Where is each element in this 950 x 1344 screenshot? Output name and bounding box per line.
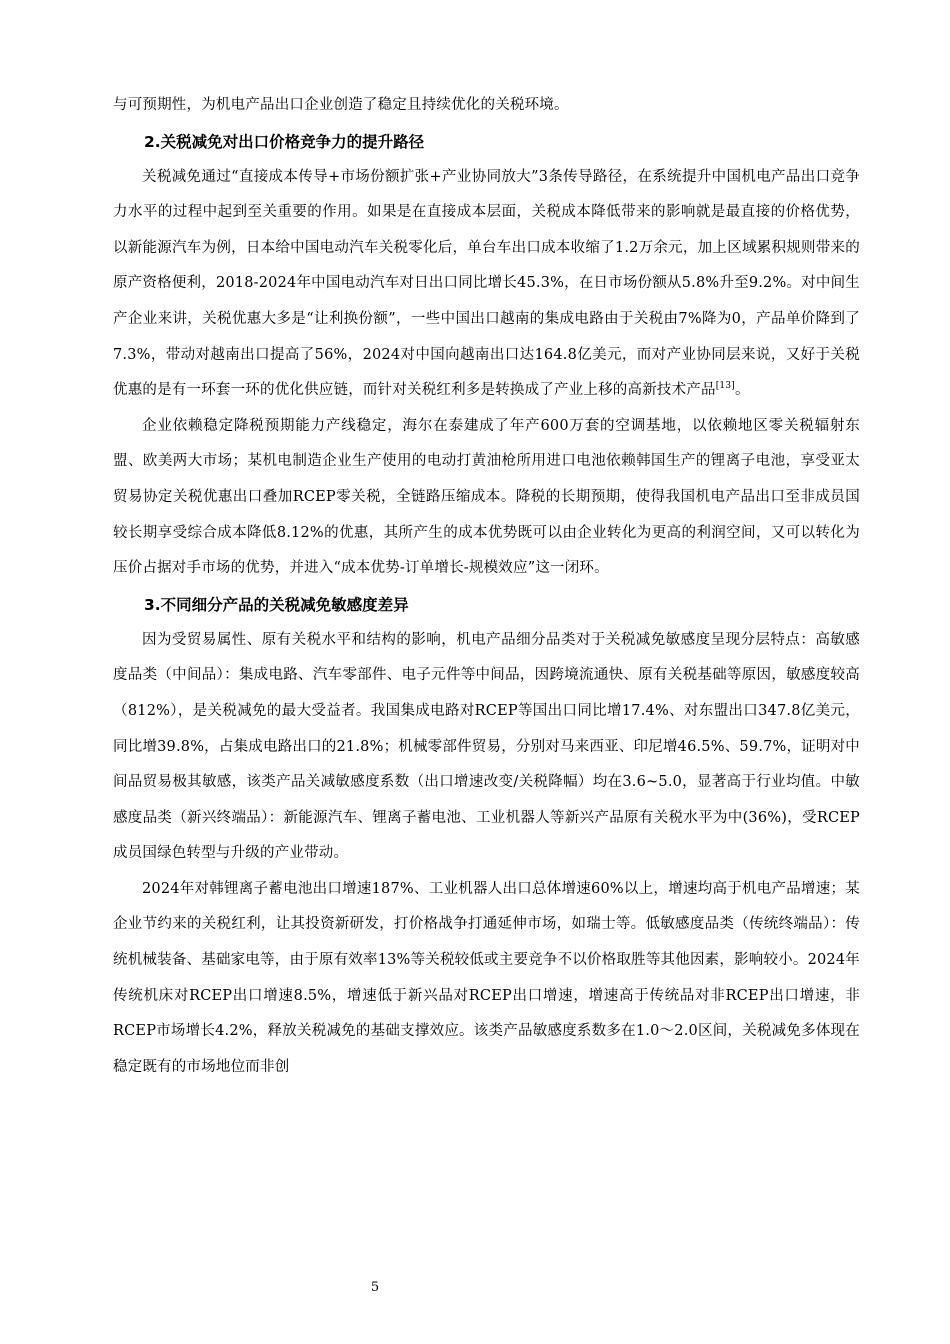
citation-ref-13[interactable]: [13] [715,381,735,392]
page-content [113,88,860,1085]
section-heading-2: 2.关税减免对出口价格竞争力的提升路径 [144,132,425,151]
paragraph-transmission-paths [113,160,860,409]
section-heading-3: 3.不同细分产品的关税减免敏感度差异 [144,595,409,614]
paragraph-end: 。 [734,382,750,399]
paragraph-enterprise-expectation: 企业依赖稳定降税预期能力产线稳定，海尔在泰建成了年产600万套的空调基地，以依赖地区零关税辐射东盟、欧美两大市场；某机电制造企业生产使用的电动打黄油枪所用进口电池依赖韩国生产的锂离子电池，享受亚太贸易协定关税优惠出口叠加RCEP零关税，全链路压缩成本。降税的长期预期，使得我国机电产品出口至非成员国较长期享受综合成本降低8.12%的优惠，其所产生的成本优势既可以由企业转化为更高的利润空间，又可以转化为压价占据对手市场的优势，并进入“成本优势-订单增长-规模效应”这一闭环。 [113,417,860,577]
paragraph-2024-growth: 2024年对韩锂离子蓄电池出口增速187%、工业机器人出口总体增速60%以上，增速均高于机电产品增速；某企业节约来的关税红利，让其投资新研发，打价格战争打通延伸市场，如瑞士等。低敏感度品类（传统终端品）：传统机械装备、基础家电等，由于原有效率13%等关税较低或主要竞争不以价格取胜等其他因素，影响较小。2024年传统机床对RCEP出口增速8.5%，增速低于新兴品对RCEP出口增速，增速高于传统品对非RCEP出口增速，非RCEP市场增长4.2%，释放关税减免的基础支撑效应。该类产品敏感度系数多在1.0～2.0区间，关税减免多体现在稳定既有的市场地位而非创 [113,880,860,1075]
page-number: 5 [370,1280,380,1295]
paragraph-sensitivity: 因为受贸易属性、原有关税水平和结构的影响，机电产品细分品类对于关税减免敏感度呈现分层特点：高敏感度品类（中间品）：集成电路、汽车零部件、电子元件等中间品，因跨境流通快、原有关税基础等原因，敏感度较高（812%），是关税减免的最大受益者。我国集成电路对RCEP等国出口同比增17.4%、对东盟出口347.8亿美元，同比增39.8%，占集成电路出口的21.8%；机械零部件贸易，分别对马来西亚、印尼增46.5%、59.7%，证明对中间品贸易极其敏感，该类产品关减敏感度系数（出口增速改变/关税降幅）均在3.6~5.0，显著高于行业均值。中敏感度品类（新兴终端品）：新能源汽车、锂离子蓄电池、工业机器人等新兴产品原有关税水平为中(36%)，受RCEP成员国绿色转型与升级的产业带动。 [113,631,860,862]
paragraph-continued: 与可预期性，为机电产品出口企业创造了稳定且持续优化的关税环境。 [113,97,569,113]
paragraph-text: 关税减免通过“直接成本传导+市场份额扩张+产业协同放大”3条传导路径，在系统提升中国机电产品出口竞争力水平的过程中起到至关重要的作用。如果是在直接成本层面，关税成本降低带来的影响就是最直接的价格优势，以新能源汽车为例，日本给中国电动汽车关税零化后，单台车出口成本收缩了1.2万余元，加上区域累积规则带来的原产资格便利，2018-2024年中国电动汽车对日出口同比增长45.3%，在日市场份额从5.8%升至9.2%。对中间生产企业来讲，关税优惠大多是“让利换份额”，一些中国出口越南的集成电路由于关税由7%降为0，产品单价降到了7.3%，带动对越南出口提高了56%，2024对中国向越南出口达164.8亿美元，而对产业协同层来说，又好于关税优惠的是有一环套一环的优化供应链，而针对关税红利多是转换成了产业上移的高新技术产品 [113,168,860,399]
